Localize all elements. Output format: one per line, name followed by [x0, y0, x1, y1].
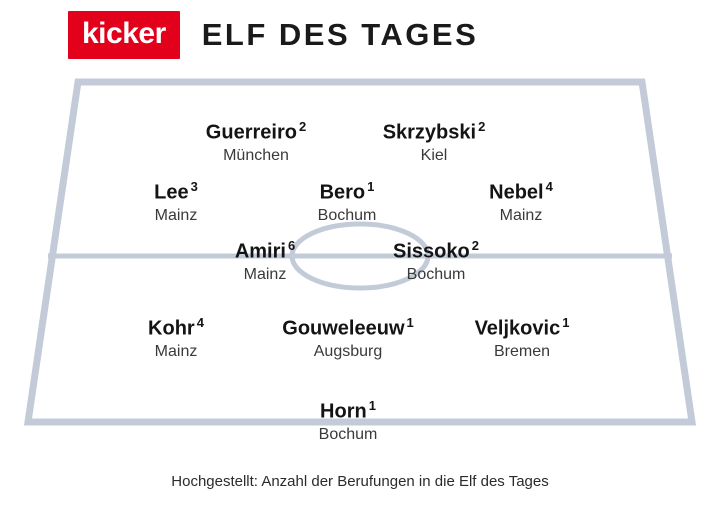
player-count: 6	[287, 238, 296, 253]
player-count: 2	[471, 238, 479, 253]
player-card[interactable]	[282, 316, 413, 362]
player-card[interactable]	[154, 180, 198, 226]
player-name: Skrzybski $^2$	[382, 119, 486, 144]
player-club: Bochum	[318, 425, 378, 443]
player-name: Lee $^3$	[154, 179, 198, 204]
player-club: Mainz	[154, 342, 198, 360]
player-count: 1	[368, 398, 376, 413]
pitch-diagram	[0, 54, 720, 454]
player-count: 2	[298, 119, 307, 134]
player-club: Mainz	[499, 206, 543, 224]
player-club: Mainz	[243, 265, 287, 283]
player-name: Veljkovic $^1$	[474, 315, 570, 340]
player-club: Mainz	[154, 206, 198, 224]
player-card[interactable]	[206, 120, 306, 166]
player-list	[0, 54, 720, 454]
player-count: 1	[367, 179, 375, 194]
player-name: Horn $^1$	[320, 398, 376, 423]
header	[0, 0, 720, 54]
player-card[interactable]	[489, 180, 553, 226]
player-count: 3	[190, 179, 198, 194]
player-card[interactable]	[318, 180, 377, 226]
kicker-logo: kicker	[68, 11, 180, 59]
player-club: München	[223, 146, 289, 164]
page-title: ELF DES TAGES	[201, 17, 479, 52]
player-count: 2	[478, 119, 486, 134]
player-name: Bero $^1$	[319, 179, 375, 204]
player-count: 1	[562, 315, 570, 330]
player-card[interactable]	[393, 239, 479, 285]
player-card[interactable]	[319, 399, 378, 445]
player-name: Guerreiro $^2$	[205, 119, 307, 144]
player-count: 4	[196, 315, 204, 330]
player-club: Bochum	[317, 206, 377, 224]
player-card[interactable]	[383, 120, 486, 166]
player-name: Kohr $^4$	[148, 315, 204, 340]
player-name: Gouweleeuw $^1$	[282, 315, 414, 340]
player-club: Bremen	[493, 342, 551, 360]
player-count: 1	[406, 315, 414, 330]
player-club: Kiel	[420, 146, 448, 164]
player-card[interactable]	[148, 316, 204, 362]
player-name: Sissoko $^2$	[393, 238, 479, 263]
footer	[0, 454, 720, 509]
player-count: 4	[545, 179, 553, 194]
player-card[interactable]	[475, 316, 570, 362]
player-name: Amiri $^6$	[234, 238, 296, 263]
player-club: Augsburg	[313, 342, 383, 360]
player-name: Nebel $^4$	[489, 179, 553, 204]
player-card[interactable]	[235, 239, 295, 285]
player-club: Bochum	[406, 265, 466, 283]
footnote: Hochgestellt: Anzahl der Berufungen in die Elf des Tages	[171, 473, 549, 490]
